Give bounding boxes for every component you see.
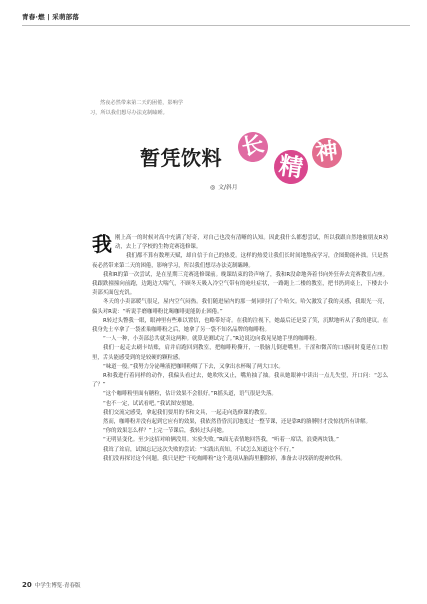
paragraph: R和我进行着同样的动作，我偏头看过去，她吹吹又止，嘴角抽了抽。我从她眼神中读出一点儿失望，开口问：“怎么了？”: [92, 373, 388, 389]
header-divider: [22, 25, 410, 26]
paragraph: 我刚上高一的时候对高中充满了好奇，对自己也没有清晰的认知。因此我什么都想尝试，所以我跟自然地被朋友R劝动，去上了学校的生物竞赛选修课。: [92, 232, 388, 256]
drop-cap: 我: [92, 232, 112, 256]
paragraph: 我和R的第一次尝试，是在星期三竞赛选修课前。晚课结束的铃声响了，我和R没命地奔着书向外狂奔去竞赛教室占座。我跟跌撞撞向前跑，边跑边大喘气，不顾冬天吸入冷空气带有的呛吐症状，一路跑上二楼的教室，把书扔到桌上，下楼去小卖部买面包充饥。: [92, 271, 388, 297]
author-name: 文/斜月: [218, 185, 238, 191]
paragraph: “味道一般。”我努力分泌唾液把咖啡粉咽了下去，又拿出水杯喝了两大口水。: [103, 363, 284, 370]
page-footer: [22, 581, 81, 589]
paragraph: “这个咖啡粉里面有糖粒，估计效果不会很好。”R摇头道，语气很是失落。: [103, 391, 277, 398]
paragraph: 我们没再探讨这个问题。我只是把“干吃咖啡粉”这个选项从脑海里删除掉，准备去寻找新的提神饮料。: [103, 455, 346, 462]
excerpt-line: 习，所以我们想尽办法克制瞌睡。: [90, 110, 168, 116]
author-byline: [210, 182, 238, 191]
paragraph: 冬天的小卖部暖气很足，屋内空气闷热。我们随进屋内的那一刻同时打了个哈欠。哈欠激发了我的灵感，我眼光一亮，偏头对R说：“听说手磨咖啡粉比喝咖啡更能防止困倦。”: [92, 299, 388, 315]
paragraph: 我们都不算有数理天赋，却自信于自己的热爱。这样的热爱让我们长时间地熬夜学习，企图勤能补拙。只是熬夜必然带来第二天的困倦，影响学习，所以我们想尽办法克制瞌睡。: [92, 253, 388, 269]
paragraph: R转过头瞥我一眼，眼神里有些难以置信，也略带好奇。在我的注视下，她最后还是妥了笑，沉默地听从了我的建议。在我身先士卒拿了一袋雀巢咖啡粉之后，她拿了另一袋不知名品牌的咖啡粉。: [92, 317, 388, 334]
article-title: [140, 132, 380, 202]
paragraph: “你的效果怎么样？”上完一节课后，我转过头问她。: [103, 428, 228, 435]
publication-name: 中学生博览·青春版: [34, 583, 81, 589]
article-body: [92, 234, 388, 464]
paragraph: “一人一种，小卖部总共就卖这两种。就算是测试完了。”R边说边向我晃晃她手里的咖啡粉。: [103, 336, 320, 343]
paragraph: “无明显变化。至少这招对咱俩没用。实验失败。”R面无表情地回答我，“听着一席话，浪费两块钱。”: [103, 437, 339, 444]
paragraph: “也不一定，试试看吧。”我试图安慰她。: [103, 400, 198, 407]
title-main-text: 暂凭饮料: [140, 146, 222, 170]
title-decor-char: 长: [235, 129, 271, 165]
paragraph: 我耸了耸肩，试图忘记这次失败的尝试：“实践出真知。不试怎么知道这个不行。”: [103, 446, 295, 453]
excerpt-quote: [90, 98, 290, 118]
paragraph: 然而，咖啡粉并没有起到它应有的效果，我依然昏昏沉沉地度过一整节课，还是靠R的胳膊肘才没惊扰所有讲解。: [103, 419, 371, 426]
title-decor-char: 神: [310, 136, 344, 170]
paragraph: 我们一起走去刷卡结账，肩并肩跑回到教室，把咖啡粉撕开，一股脑儿倒进嘴里。干涩和微苦的口感同时蔓延在口腔里，舌头能感受到的是较硬的颗粒感。: [92, 345, 388, 361]
page-number: 20: [22, 581, 32, 589]
title-decor-char: 精: [272, 148, 310, 186]
excerpt-line: 然夜必然带来第二天的困倦，影响学: [100, 100, 184, 106]
section-label: 青春·燃 | 采萌部落: [22, 13, 80, 21]
paragraph: 我们交流完感受，拿起我们要用的书和文具，一起走向选修课的教室。: [103, 409, 271, 416]
page-header: [22, 10, 410, 30]
byline-mark: ◎: [210, 184, 216, 191]
